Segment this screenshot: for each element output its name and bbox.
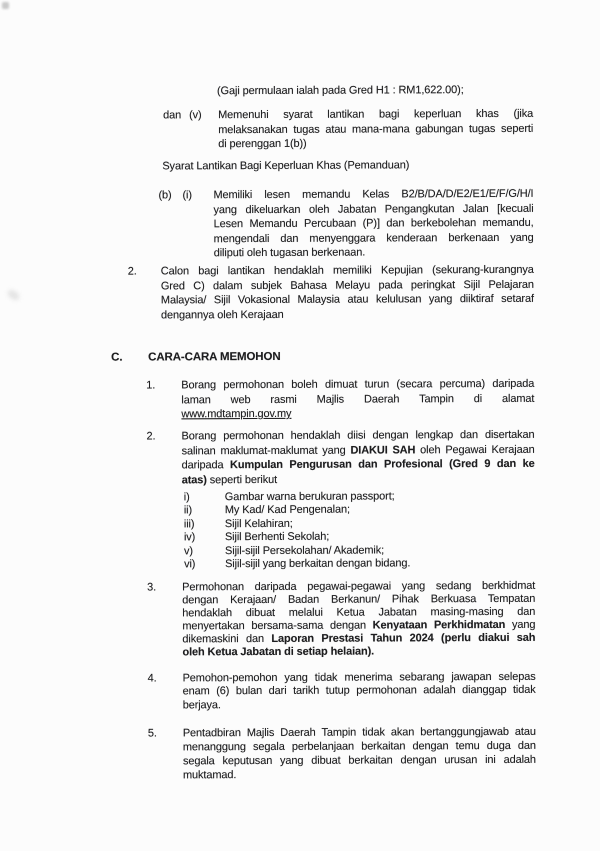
text-line	[182, 632, 535, 647]
text-line: mengendali dan menyenggara kenderaan berkenaan yang	[213, 231, 534, 245]
text-line: enam (6) bulan dari tarikh tutup permohonan adalah dianggap tidak	[182, 684, 536, 698]
section-heading-c	[111, 350, 280, 365]
list-marker-b: (b)	[158, 189, 172, 202]
list-item-roman	[184, 544, 410, 558]
text-line: Memiliki lesen memandu Kelas B2/B/DA/D/E2/E1/E/F/G/H/I	[213, 187, 534, 202]
list-item-roman	[184, 517, 410, 531]
text-segment-bold: DIAKUI SAH	[350, 443, 416, 457]
list-item-c3	[147, 580, 535, 660]
text-line: muktamad.	[182, 769, 237, 782]
text-line: Sijil-sijil Persekolahan/ Akademik;	[224, 544, 385, 557]
text-line: Gred C) dalam subjek Bahasa Melayu pada peringkat Sijil Pelajaran	[160, 278, 534, 292]
text-line: melaksanakan tugas atau mana-mana gabungan tugas seperti	[218, 122, 534, 136]
text-line	[182, 442, 535, 458]
text-line: Sijil-sijil yang berkaitan dengan bidang.	[225, 557, 411, 571]
section-letter: C.	[111, 351, 123, 364]
list-item-c2	[146, 428, 534, 488]
list-item-roman	[184, 490, 410, 504]
text-segment: daripada	[181, 459, 231, 472]
list-item-2-calon	[128, 263, 534, 323]
text-line	[182, 471, 535, 487]
text-line: Memenuhi syarat lantikan bagi keperluan khas (jika	[218, 107, 534, 122]
list-item-roman	[184, 557, 410, 571]
text-segment-bold: atas)	[181, 473, 207, 486]
text-segment-bold: Kenyataan Perkhidmatan	[372, 619, 506, 632]
text-line: menanggung segala perbelanjaan berkaitan dengan temu duga dan	[182, 739, 536, 754]
list-item-roman	[184, 531, 410, 545]
text-line: My Kad/ Kad Pengenalan;	[224, 504, 350, 517]
text-line: dengannya oleh Kerajaan	[160, 308, 284, 321]
text-line: Sijil Berhenti Sekolah;	[224, 530, 330, 544]
text-line: Calon bagi lantikan hendaklah memiliki Kepujian (sekurang-kurangnya	[160, 263, 534, 278]
subheading-syarat-lantikan	[162, 158, 409, 174]
text-segment: salinan maklumat-maklumat yang	[181, 444, 351, 457]
text-line: Lesen Memandu Percubaan (P)] dan berkebolehan memandu,	[213, 216, 534, 231]
list-marker-2: 2.	[146, 430, 156, 443]
text-segment: yang	[505, 619, 536, 632]
list-marker-roman: iii)	[183, 518, 195, 531]
text-line: Borang permohonan boleh dimuat turun (secara percuma) daripada	[181, 377, 535, 392]
list-marker-4: 4.	[147, 672, 157, 685]
text-line	[182, 645, 535, 660]
text-line: Gambar warna berukuran passport;	[224, 490, 395, 504]
text-segment-bold: Kumpulan Pengurusan dan Profesional (Gred 9 dan ke	[230, 457, 535, 472]
list-item-c5	[148, 725, 536, 783]
paragraph-gaji-note	[217, 83, 464, 99]
list-marker-roman: i)	[183, 491, 190, 504]
list-item-c4	[148, 671, 536, 713]
list-marker-dan: dan	[163, 109, 182, 122]
list-marker-roman: iv)	[183, 531, 196, 544]
text-line: yang dikeluarkan oleh Jabatan Pengangkutan Jalan [kecuali	[213, 202, 534, 216]
text-line	[182, 457, 535, 473]
list-marker-v: (v)	[189, 109, 202, 122]
text-segment-bold: Laporan Prestasi Tahun 2024 (perlu diakui sah	[271, 632, 536, 646]
list-marker-5: 5.	[147, 727, 157, 740]
text-line: laman web rasmi Majlis Daerah Tampin di alamat	[181, 392, 535, 406]
text-segment: oleh Pegawai Kerajaan	[415, 443, 535, 456]
text-line: hendaklah dibuat melalui Ketua Jabatan masing-masing dan	[182, 605, 536, 620]
text-line: Pentadbiran Majlis Daerah Tampin tidak akan bertanggungjawab atau	[182, 725, 536, 740]
text-line: Permohonan daripada pegawai-pegawai yang sedang berkhidmat	[182, 579, 536, 594]
list-marker-1: 1.	[146, 379, 156, 392]
text-line: diliputi oleh tugasan berkenaan.	[213, 246, 366, 260]
text-line: Malaysia/ Sijil Vokasional Malaysia atau kelulusan yang diiktiraf setaraf	[160, 292, 534, 307]
text-line: Sijil Kelahiran;	[224, 517, 293, 530]
document-checklist	[184, 490, 411, 571]
text-line: berjaya.	[182, 698, 221, 712]
list-marker-roman: ii)	[183, 504, 193, 517]
list-item-dan-v	[163, 107, 533, 152]
text-line: dengan Kerajaan/ Badan Berkanun/ Pihak Berkuasa Tempatan	[182, 592, 536, 607]
text-segment: menyertakan bersama-sama dengan	[182, 619, 373, 633]
list-marker-i: (i)	[182, 189, 192, 202]
text-segment: seperti berikut	[206, 473, 278, 486]
list-item-c1	[146, 377, 534, 422]
text-line: Pemohon-pemohon yang tidak menerima sebarang jawapan selepas	[182, 670, 536, 685]
list-marker-roman: v)	[183, 544, 193, 557]
section-title: CARA-CARA MEMOHON	[148, 350, 281, 364]
text-line: Borang permohonan hendaklah diisi dengan lengkap dan disertakan	[181, 428, 535, 443]
list-marker-3: 3.	[147, 581, 157, 594]
text-segment: dikemaskini dan	[182, 633, 272, 646]
list-marker-2: 2.	[127, 265, 137, 278]
list-item-roman	[184, 504, 410, 518]
text-line: di perenggan 1(b))	[218, 137, 307, 151]
list-marker-roman: vi)	[184, 558, 196, 571]
text-line: Syarat Lantikan Bagi Keperluan Khas (Pemanduan)	[162, 159, 410, 173]
text-line: (Gaji permulaan ialah pada Gred H1 : RM1,622.00);	[216, 84, 464, 98]
website-url: www.mdtampin.gov.my	[181, 407, 292, 421]
text-line: segala keputusan yang dibuat berkaitan dengan urusan ini adalah	[182, 753, 536, 768]
list-item-b-i	[158, 187, 533, 261]
text-segment-bold: oleh Ketua Jabatan di setiap helaian).	[182, 645, 375, 659]
